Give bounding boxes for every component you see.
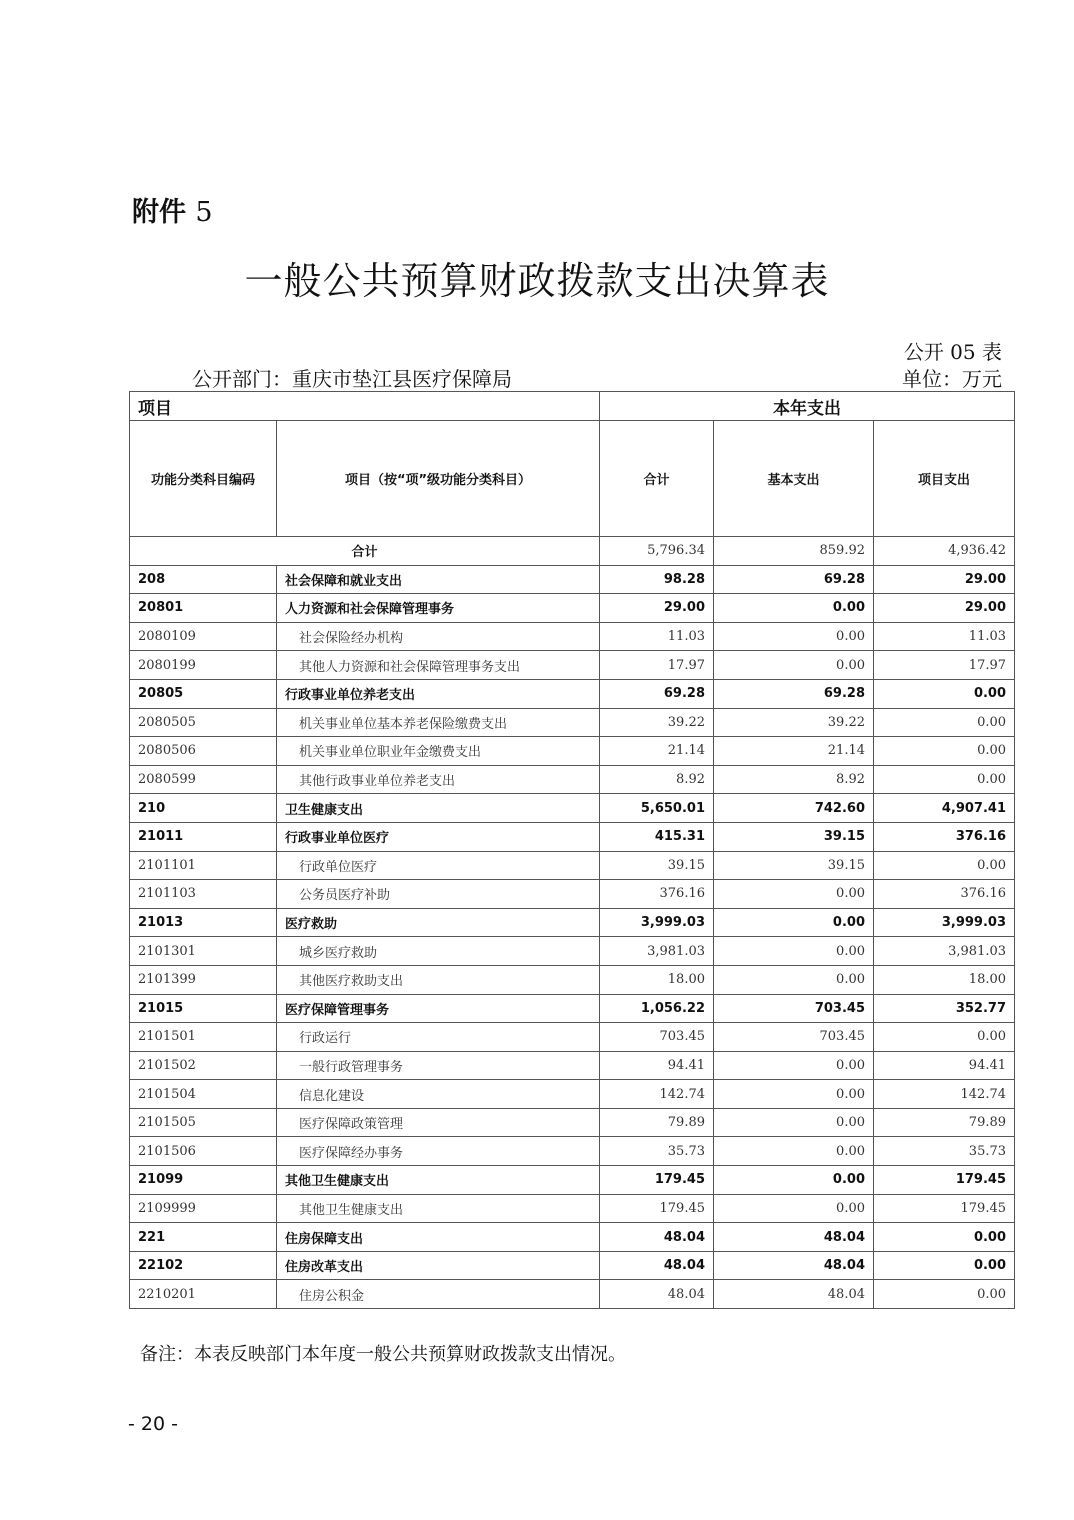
row-code: 21011 <box>130 822 277 851</box>
header-current-year: 本年支出 <box>600 392 1015 421</box>
table-row <box>130 1080 1015 1109</box>
row-project: 3,999.03 <box>874 908 1015 937</box>
row-basic: 69.28 <box>714 565 874 594</box>
row-name: 城乡医疗救助 <box>277 937 600 966</box>
row-basic: 69.28 <box>714 679 874 708</box>
table-row <box>130 1051 1015 1080</box>
row-name: 行政运行 <box>277 1023 600 1052</box>
row-project: 0.00 <box>874 737 1015 766</box>
row-name: 行政事业单位医疗 <box>277 822 600 851</box>
row-basic: 0.00 <box>714 1051 874 1080</box>
attachment-text: 附件 <box>132 197 186 228</box>
row-code: 2101399 <box>130 965 277 994</box>
total-label: 合计 <box>130 537 600 566</box>
row-code: 20805 <box>130 679 277 708</box>
row-code: 2101502 <box>130 1051 277 1080</box>
total-project: 4,936.42 <box>874 537 1015 566</box>
row-code: 2101505 <box>130 1108 277 1137</box>
row-code: 2080109 <box>130 622 277 651</box>
row-total: 1,056.22 <box>600 994 714 1023</box>
row-name: 人力资源和社会保障管理事务 <box>277 594 600 623</box>
row-total: 18.00 <box>600 965 714 994</box>
row-project: 0.00 <box>874 679 1015 708</box>
row-code: 2101504 <box>130 1080 277 1109</box>
row-total: 3,999.03 <box>600 908 714 937</box>
table-row <box>130 737 1015 766</box>
row-project: 0.00 <box>874 1023 1015 1052</box>
row-name: 一般行政管理事务 <box>277 1051 600 1080</box>
page-number: - 20 - <box>128 1413 178 1435</box>
row-name: 医疗保障政策管理 <box>277 1108 600 1137</box>
row-code: 2101101 <box>130 851 277 880</box>
table-row <box>130 1137 1015 1166</box>
footnote: 备注：本表反映部门本年度一般公共预算财政拨款支出情况。 <box>140 1344 626 1365</box>
table-row <box>130 908 1015 937</box>
table-row <box>130 1251 1015 1280</box>
row-name: 信息化建设 <box>277 1080 600 1109</box>
row-project: 11.03 <box>874 622 1015 651</box>
table-row <box>130 1108 1015 1137</box>
row-project: 79.89 <box>874 1108 1015 1137</box>
row-total: 48.04 <box>600 1280 714 1309</box>
row-code: 2080506 <box>130 737 277 766</box>
row-basic: 39.22 <box>714 708 874 737</box>
row-code: 2101301 <box>130 937 277 966</box>
row-total: 179.45 <box>600 1194 714 1223</box>
row-total: 142.74 <box>600 1080 714 1109</box>
unit-label: 单位：万元 <box>902 367 1002 391</box>
row-code: 2080505 <box>130 708 277 737</box>
total-amount: 5,796.34 <box>600 537 714 566</box>
table-row <box>130 679 1015 708</box>
row-name: 其他医疗救助支出 <box>277 965 600 994</box>
row-code: 208 <box>130 565 277 594</box>
row-name: 住房公积金 <box>277 1280 600 1309</box>
row-name: 其他人力资源和社会保障管理事务支出 <box>277 651 600 680</box>
table-row <box>130 1280 1015 1309</box>
row-project: 179.45 <box>874 1166 1015 1195</box>
table-row <box>130 1166 1015 1195</box>
row-project: 0.00 <box>874 1280 1015 1309</box>
row-name: 住房改革支出 <box>277 1251 600 1280</box>
row-name: 住房保障支出 <box>277 1223 600 1252</box>
row-name: 行政事业单位养老支出 <box>277 679 600 708</box>
row-total: 39.22 <box>600 708 714 737</box>
row-total: 39.15 <box>600 851 714 880</box>
row-basic: 703.45 <box>714 994 874 1023</box>
table-row <box>130 565 1015 594</box>
row-basic: 0.00 <box>714 1108 874 1137</box>
header-item: 项目 <box>130 392 600 421</box>
total-basic: 859.92 <box>714 537 874 566</box>
row-code: 21099 <box>130 1166 277 1195</box>
row-code: 20801 <box>130 594 277 623</box>
row-basic: 0.00 <box>714 937 874 966</box>
row-code: 2101506 <box>130 1137 277 1166</box>
row-basic: 48.04 <box>714 1251 874 1280</box>
row-name: 其他卫生健康支出 <box>277 1166 600 1195</box>
row-basic: 742.60 <box>714 794 874 823</box>
row-project: 0.00 <box>874 851 1015 880</box>
row-basic: 39.15 <box>714 822 874 851</box>
row-project: 142.74 <box>874 1080 1015 1109</box>
row-name: 医疗救助 <box>277 908 600 937</box>
row-total: 3,981.03 <box>600 937 714 966</box>
row-basic: 0.00 <box>714 880 874 909</box>
row-total: 48.04 <box>600 1251 714 1280</box>
row-project: 0.00 <box>874 708 1015 737</box>
table-row <box>130 708 1015 737</box>
row-total: 35.73 <box>600 1137 714 1166</box>
row-name: 机关事业单位职业年金缴费支出 <box>277 737 600 766</box>
table-number: 公开 05 表 <box>903 340 1002 364</box>
row-basic: 0.00 <box>714 1194 874 1223</box>
attachment-number: 5 <box>195 197 213 228</box>
row-name: 其他卫生健康支出 <box>277 1194 600 1223</box>
row-basic: 0.00 <box>714 622 874 651</box>
row-project: 376.16 <box>874 880 1015 909</box>
row-basic: 0.00 <box>714 651 874 680</box>
row-total: 17.97 <box>600 651 714 680</box>
row-project: 0.00 <box>874 765 1015 794</box>
row-total: 11.03 <box>600 622 714 651</box>
row-name: 机关事业单位基本养老保险缴费支出 <box>277 708 600 737</box>
row-total: 21.14 <box>600 737 714 766</box>
table-row <box>130 651 1015 680</box>
row-total: 376.16 <box>600 880 714 909</box>
row-name: 其他行政事业单位养老支出 <box>277 765 600 794</box>
table-row <box>130 1194 1015 1223</box>
row-code: 2101103 <box>130 880 277 909</box>
row-basic: 0.00 <box>714 1080 874 1109</box>
row-total: 703.45 <box>600 1023 714 1052</box>
row-basic: 39.15 <box>714 851 874 880</box>
header-total: 合计 <box>600 421 714 537</box>
row-total: 69.28 <box>600 679 714 708</box>
row-basic: 8.92 <box>714 765 874 794</box>
row-code: 21015 <box>130 994 277 1023</box>
table-row <box>130 765 1015 794</box>
expenditure-table <box>129 391 1015 1309</box>
row-project: 376.16 <box>874 822 1015 851</box>
row-total: 5,650.01 <box>600 794 714 823</box>
row-basic: 21.14 <box>714 737 874 766</box>
table-row <box>130 965 1015 994</box>
row-code: 2080199 <box>130 651 277 680</box>
table-row <box>130 880 1015 909</box>
row-name: 医疗保障经办事务 <box>277 1137 600 1166</box>
header-code: 功能分类科目编码 <box>130 421 277 537</box>
row-basic: 0.00 <box>714 594 874 623</box>
row-name: 社会保险经办机构 <box>277 622 600 651</box>
row-code: 21013 <box>130 908 277 937</box>
header-row-top <box>130 392 1015 421</box>
row-name: 医疗保障管理事务 <box>277 994 600 1023</box>
table-row <box>130 794 1015 823</box>
row-code: 2101501 <box>130 1023 277 1052</box>
row-name: 公务员医疗补助 <box>277 880 600 909</box>
row-code: 2210201 <box>130 1280 277 1309</box>
row-basic: 0.00 <box>714 908 874 937</box>
page-title: 一般公共预算财政拨款支出决算表 <box>244 259 830 303</box>
header-row-columns <box>130 421 1015 537</box>
table-row <box>130 594 1015 623</box>
row-basic: 0.00 <box>714 1137 874 1166</box>
row-project: 18.00 <box>874 965 1015 994</box>
row-basic: 48.04 <box>714 1223 874 1252</box>
row-project: 3,981.03 <box>874 937 1015 966</box>
header-name: 项目（按“项”级功能分类科目） <box>277 421 600 537</box>
row-project: 29.00 <box>874 565 1015 594</box>
row-name: 行政单位医疗 <box>277 851 600 880</box>
row-total: 179.45 <box>600 1166 714 1195</box>
row-total: 48.04 <box>600 1223 714 1252</box>
row-total: 98.28 <box>600 565 714 594</box>
row-project: 29.00 <box>874 594 1015 623</box>
row-project: 0.00 <box>874 1223 1015 1252</box>
row-code: 2109999 <box>130 1194 277 1223</box>
table-row <box>130 937 1015 966</box>
table-row <box>130 994 1015 1023</box>
row-basic: 48.04 <box>714 1280 874 1309</box>
table-row <box>130 1223 1015 1252</box>
row-total: 29.00 <box>600 594 714 623</box>
row-code: 22102 <box>130 1251 277 1280</box>
table-row <box>130 822 1015 851</box>
row-name: 社会保障和就业支出 <box>277 565 600 594</box>
row-project: 35.73 <box>874 1137 1015 1166</box>
header-basic: 基本支出 <box>714 421 874 537</box>
row-total: 79.89 <box>600 1108 714 1137</box>
row-basic: 703.45 <box>714 1023 874 1052</box>
row-code: 221 <box>130 1223 277 1252</box>
row-code: 210 <box>130 794 277 823</box>
table-row <box>130 1023 1015 1052</box>
table-row <box>130 622 1015 651</box>
table-row <box>130 851 1015 880</box>
row-project: 4,907.41 <box>874 794 1015 823</box>
row-project: 94.41 <box>874 1051 1015 1080</box>
row-name: 卫生健康支出 <box>277 794 600 823</box>
header-project: 项目支出 <box>874 421 1015 537</box>
row-total: 94.41 <box>600 1051 714 1080</box>
total-row <box>130 537 1015 566</box>
department-label: 公开部门：重庆市垫江县医疗保障局 <box>192 367 512 391</box>
row-project: 352.77 <box>874 994 1015 1023</box>
attachment-label <box>132 190 213 229</box>
row-code: 2080599 <box>130 765 277 794</box>
row-project: 17.97 <box>874 651 1015 680</box>
row-basic: 0.00 <box>714 965 874 994</box>
row-project: 179.45 <box>874 1194 1015 1223</box>
row-basic: 0.00 <box>714 1166 874 1195</box>
row-project: 0.00 <box>874 1251 1015 1280</box>
row-total: 8.92 <box>600 765 714 794</box>
row-total: 415.31 <box>600 822 714 851</box>
